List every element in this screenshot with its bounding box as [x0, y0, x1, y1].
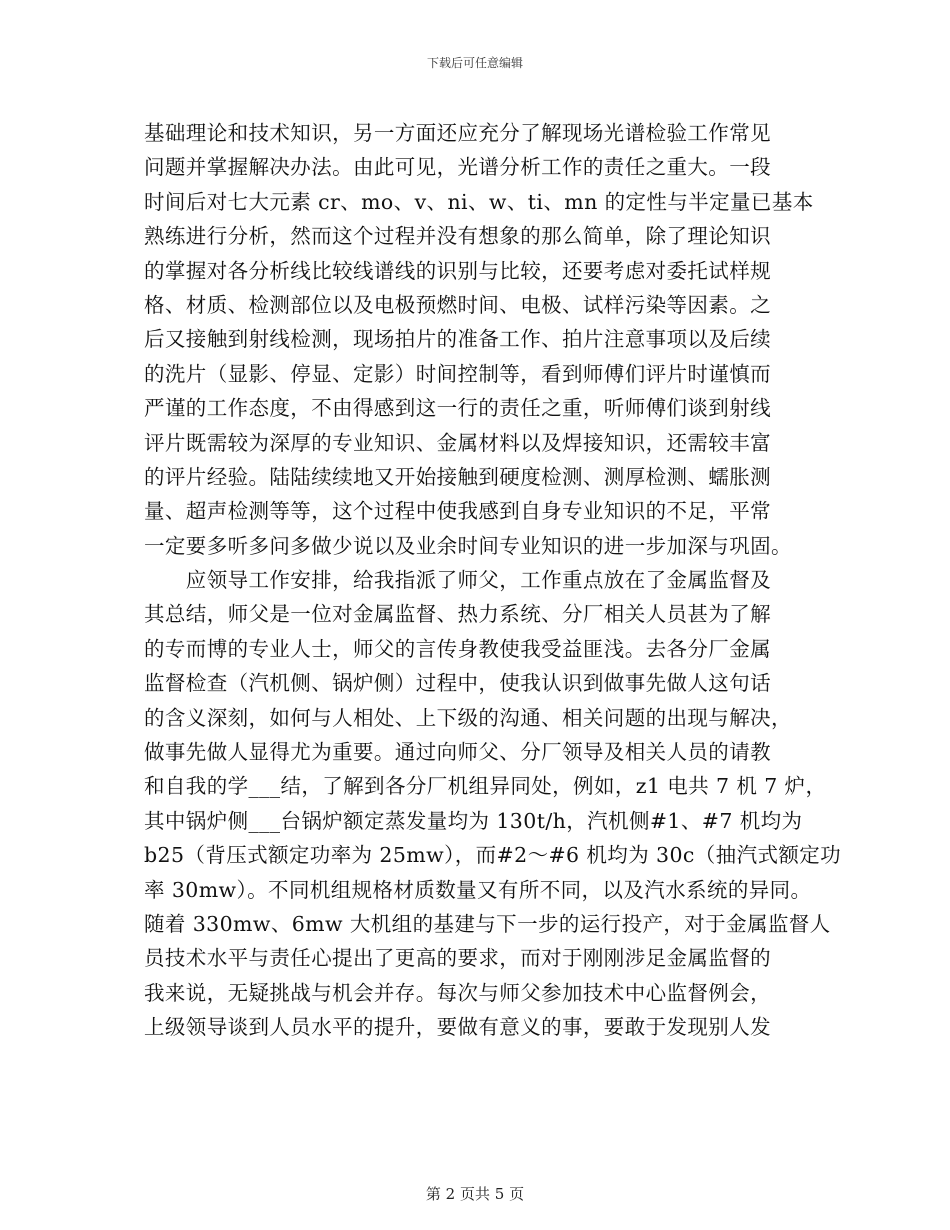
text-line: 严谨的工作态度，不由得感到这一行的责任之重，听师傅们谈到射线 [144, 396, 771, 421]
text-line: 做事先做人显得尤为重要。通过向师父、分厂领导及相关人员的请教 [144, 740, 771, 765]
text-line: 后又接触到射线检测，现场拍片的准备工作、拍片注意事项以及后续 [144, 327, 771, 352]
text-line: 的洗片（显影、停显、定影）时间控制等，看到师傅们评片时谨慎而 [144, 361, 771, 386]
page-footer: 第 2 页共 5 页 [425, 1185, 525, 1203]
text-line: 基础理论和技术知识，另一方面还应充分了解现场光谱检验工作常见 [144, 121, 771, 145]
text-line: 上级领导谈到人员水平的提升，要做有意义的事，要敢于发现别人发 [144, 1015, 771, 1040]
text-line: 的评片经验。陆陆续续地又开始接触到硬度检测、测厚检测、蠕胀测 [144, 464, 771, 489]
text-line: 时间后对七大元素 cr、mo、v、ni、w、ti、mn 的定性与半定量已基本 [144, 189, 814, 214]
text-line: 量、超声检测等等，这个过程中使我感到自身专业知识的不足，平常 [144, 499, 771, 524]
text-line: 的掌握对各分析线比较线谱线的识别与比较，还要考虑对委托试样规 [144, 258, 771, 283]
text-line: 率 30mw）。不同机组规格材质数量又有所不同，以及汽水系统的异同。 [144, 877, 812, 902]
text-line: 熟练进行分析，然而这个过程并没有想象的那么简单，除了理论知识 [144, 224, 771, 249]
document-body [144, 116, 842, 1045]
text-line: 应领导工作安排，给我指派了师父，工作重点放在了金属监督及 [144, 568, 771, 593]
text-line: 问题并掌握解决办法。由此可见，光谱分析工作的责任之重大。一段 [144, 155, 771, 180]
text-line: 其总结，师父是一位对金属监督、热力系统、分厂相关人员甚为了解 [144, 602, 771, 627]
text-line: 一定要多听多问多做少说以及业余时间专业知识的进一步加深与巩固。 [144, 533, 792, 558]
text-line: 我来说，无疑挑战与机会并存。每次与师父参加技术中心监督例会， [144, 980, 771, 1005]
text-line: 的含义深刻，如何与人相处、上下级的沟通、相关问题的出现与解决， [144, 705, 792, 730]
text-line: b25（背压式额定功率为 25mw），而#2～#6 机均为 30c（抽汽式额定功 [144, 843, 842, 868]
text-line: 监督检查（汽机侧、锅炉侧）过程中，使我认识到做事先做人这句话 [144, 671, 771, 696]
text-line: 评片既需较为深厚的专业知识、金属材料以及焊接知识，还需较丰富 [144, 430, 771, 455]
text-line: 格、材质、检测部位以及电极预燃时间、电极、试样污染等因素。之 [144, 292, 771, 317]
text-line: 员技术水平与责任心提出了更高的要求，而对于刚刚涉足金属监督的 [144, 946, 771, 971]
text-line: 和自我的学___结，了解到各分厂机组异同处，例如，z1 电共 7 机 7 炉， [144, 774, 827, 799]
text-line: 的专而博的专业人士，师父的言传身教使我受益匪浅。去各分厂金属 [144, 636, 771, 661]
text-line: 随着 330mw、6mw 大机组的基建与下一步的运行投产，对于金属监督人 [144, 911, 831, 936]
page-header: 下载后可任意编辑 [426, 56, 523, 70]
text-line: 其中锅炉侧___台锅炉额定蒸发量均为 130t/h，汽机侧#1、#7 机均为 [144, 808, 803, 833]
